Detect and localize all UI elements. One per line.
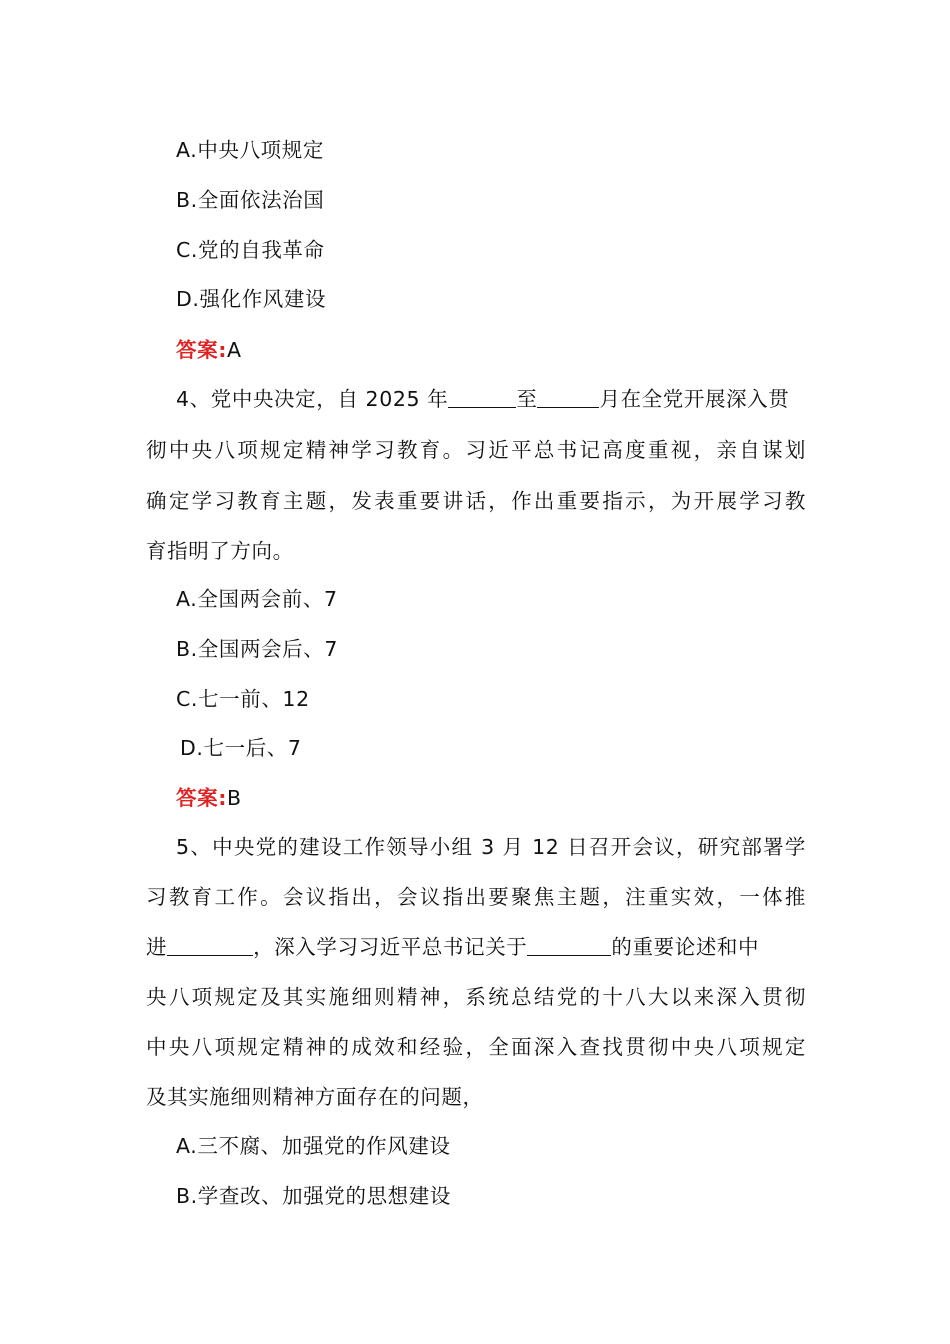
q4-option-b: B.全国两会后、7 [176,637,339,661]
q5-stem-part-b: ，深入学习习近平总书记关于 [253,935,528,959]
q5-stem-line-5: 中央八项规定精神的成效和经验，全面深入查找贯彻中央八项规定 [146,1035,806,1059]
q5-stem-part-a: 进 [146,935,168,959]
q4-option-c: C.七一前、12 [176,687,310,711]
q3-option-c: C.党的自我革命 [176,238,325,262]
q5-blank-1 [167,935,253,956]
q4-stem-line-1 [176,384,789,414]
q4-stem-line-3: 确定学习教育主题，发表重要讲话，作出重要指示，为开展学习教 [146,489,806,513]
q4-option-d: D.七一后、7 [180,736,302,760]
q5-stem-line-4: 央八项规定及其实施细则精神，系统总结党的十八大以来深入贯彻 [146,985,806,1009]
q4-answer-value: B [227,786,242,810]
q3-answer-value: A [227,338,242,362]
q4-answer-label: 答案: [176,786,227,810]
q5-stem-line-6: 及其实施细则精神方面存在的问题， [146,1085,484,1109]
q5-stem-part-c: 的重要论述和中 [611,935,760,959]
q4-option-a: A.全国两会前、7 [176,587,338,611]
q5-stem-line-3 [146,932,759,962]
q3-option-d: D.强化作风建设 [176,287,327,311]
q5-stem-line-2: 习教育工作。会议指出，会议指出要聚焦主题，注重实效，一体推 [146,885,806,909]
q4-stem-part-a: 4、党中央决定，自 2025 年 [176,387,449,411]
q4-answer [176,783,242,813]
q5-stem-line-1: 5、中央党的建设工作领导小组 3 月 12 日召开会议，研究部署学 [176,835,806,859]
q5-blank-2 [527,935,611,956]
q3-answer-label: 答案: [176,338,227,362]
q5-option-a: A.三不腐、加强党的作风建设 [176,1134,451,1158]
q4-stem-part-b: 至 [516,387,538,411]
q4-blank-2 [537,387,599,408]
q4-stem-line-4: 育指明了方向。 [146,539,294,563]
q5-option-b: B.学查改、加强党的思想建设 [176,1184,451,1208]
q4-blank-1 [448,387,516,408]
q3-option-a: A.中央八项规定 [176,138,324,162]
q4-stem-line-2: 彻中央八项规定精神学习教育。习近平总书记高度重视，亲自谋划 [146,438,806,462]
q3-option-b: B.全面依法治国 [176,188,325,212]
q4-stem-part-c: 月在全党开展深入贯 [599,387,790,411]
q3-answer [176,335,242,365]
